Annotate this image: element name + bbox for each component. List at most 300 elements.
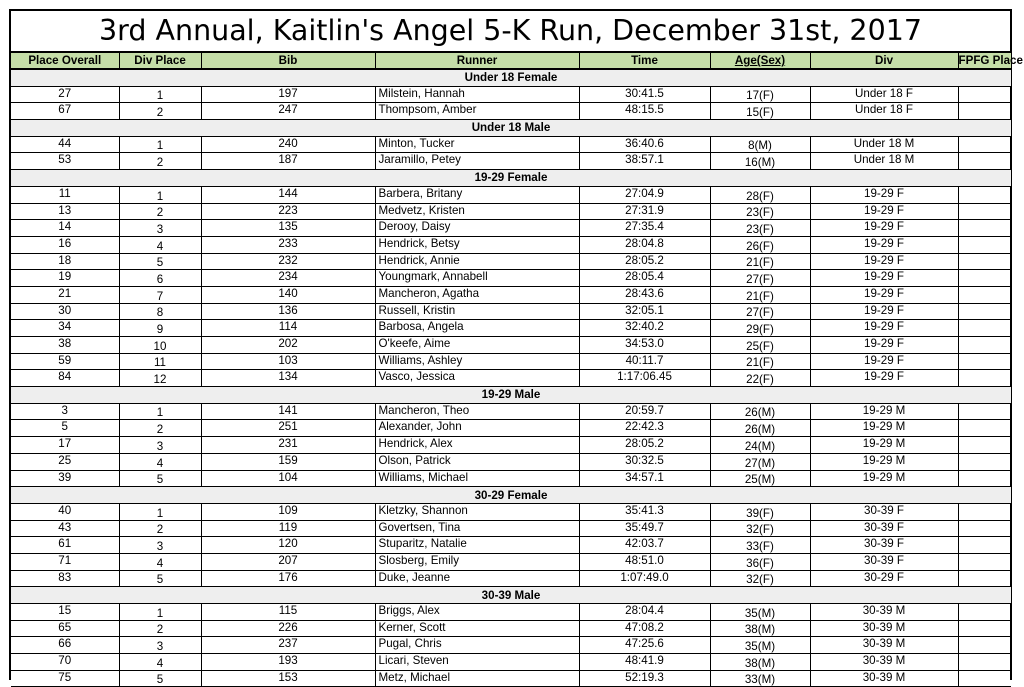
div-cell: 19-29 F [810, 236, 958, 253]
time-cell: 48:51.0 [579, 553, 710, 570]
runner-cell: Barbosa, Angela [375, 320, 579, 337]
table-row [11, 537, 1011, 554]
table-row [11, 203, 1011, 220]
div-cell: 30-39 M [810, 654, 958, 671]
time-cell: 34:53.0 [579, 337, 710, 354]
results-body [11, 69, 1011, 687]
table-row [11, 570, 1011, 587]
age-sex-cell: 29(F) [710, 320, 810, 337]
runner-cell: Briggs, Alex [375, 604, 579, 621]
div-place-cell: 10 [119, 337, 201, 354]
place-overall-cell: 15 [11, 604, 119, 621]
div-cell: 19-29 F [810, 370, 958, 387]
column-header-age-sex [710, 53, 810, 69]
column-header-time: Time [579, 53, 710, 69]
div-cell: Under 18 F [810, 86, 958, 103]
table-row [11, 520, 1011, 537]
fpfg-place-cell [958, 353, 1011, 370]
time-cell: 42:03.7 [579, 537, 710, 554]
bib-cell: 247 [201, 103, 375, 120]
time-cell: 1:07:49.0 [579, 570, 710, 587]
fpfg-place-cell [958, 136, 1011, 153]
runner-cell: Pugal, Chris [375, 637, 579, 654]
div-cell: 30-29 F [810, 570, 958, 587]
div-cell: 30-39 F [810, 553, 958, 570]
runner-cell: Olson, Patrick [375, 453, 579, 470]
div-place-cell: 5 [119, 670, 201, 687]
age-sex-cell: 15(F) [710, 103, 810, 120]
runner-cell: Stuparitz, Natalie [375, 537, 579, 554]
fpfg-place-cell [958, 537, 1011, 554]
fpfg-place-cell [958, 637, 1011, 654]
div-place-cell: 7 [119, 286, 201, 303]
age-sex-cell: 25(M) [710, 470, 810, 487]
division-title: 19-29 Male [11, 387, 1011, 404]
time-cell: 32:40.2 [579, 320, 710, 337]
place-overall-cell: 67 [11, 103, 119, 120]
time-cell: 27:04.9 [579, 186, 710, 203]
div-place-cell: 2 [119, 103, 201, 120]
age-sex-cell: 8(M) [710, 136, 810, 153]
time-cell: 20:59.7 [579, 403, 710, 420]
column-header-age-sex-label: Age(Sex) [734, 54, 786, 67]
div-place-cell: 1 [119, 186, 201, 203]
runner-cell: Milstein, Hannah [375, 86, 579, 103]
div-cell: 30-39 F [810, 520, 958, 537]
bib-cell: 223 [201, 203, 375, 220]
fpfg-place-cell [958, 236, 1011, 253]
time-cell: 35:41.3 [579, 503, 710, 520]
div-place-cell: 2 [119, 153, 201, 170]
bib-cell: 187 [201, 153, 375, 170]
time-cell: 28:05.4 [579, 270, 710, 287]
table-row [11, 437, 1011, 454]
time-cell: 35:49.7 [579, 520, 710, 537]
time-cell: 27:35.4 [579, 220, 710, 237]
div-place-cell: 9 [119, 320, 201, 337]
place-overall-cell: 30 [11, 303, 119, 320]
div-place-cell: 3 [119, 220, 201, 237]
age-sex-cell: 16(M) [710, 153, 810, 170]
age-sex-cell: 32(F) [710, 520, 810, 537]
table-row [11, 470, 1011, 487]
div-cell: 19-29 F [810, 337, 958, 354]
age-sex-cell: 28(F) [710, 186, 810, 203]
runner-cell: Vasco, Jessica [375, 370, 579, 387]
div-cell: Under 18 M [810, 153, 958, 170]
table-row [11, 670, 1011, 687]
time-cell: 30:41.5 [579, 86, 710, 103]
bib-cell: 115 [201, 604, 375, 621]
div-cell: 19-29 F [810, 320, 958, 337]
table-row [11, 553, 1011, 570]
div-place-cell: 12 [119, 370, 201, 387]
div-place-cell: 4 [119, 236, 201, 253]
time-cell: 36:40.6 [579, 136, 710, 153]
runner-cell: Kerner, Scott [375, 620, 579, 637]
bib-cell: 207 [201, 553, 375, 570]
place-overall-cell: 5 [11, 420, 119, 437]
time-cell: 30:32.5 [579, 453, 710, 470]
place-overall-cell: 18 [11, 253, 119, 270]
table-row [11, 353, 1011, 370]
results-table [11, 53, 1023, 687]
bib-cell: 233 [201, 236, 375, 253]
table-row [11, 286, 1011, 303]
div-place-cell: 4 [119, 553, 201, 570]
table-row [11, 403, 1011, 420]
runner-cell: Licari, Steven [375, 654, 579, 671]
place-overall-cell: 14 [11, 220, 119, 237]
runner-cell: Derooy, Daisy [375, 220, 579, 237]
bib-cell: 234 [201, 270, 375, 287]
div-place-cell: 2 [119, 520, 201, 537]
div-cell: 30-39 M [810, 604, 958, 621]
age-sex-cell: 22(F) [710, 370, 810, 387]
fpfg-place-cell [958, 370, 1011, 387]
runner-cell: Williams, Michael [375, 470, 579, 487]
runner-cell: Minton, Tucker [375, 136, 579, 153]
table-row [11, 236, 1011, 253]
bib-cell: 141 [201, 403, 375, 420]
time-cell: 47:08.2 [579, 620, 710, 637]
bib-cell: 197 [201, 86, 375, 103]
time-cell: 48:41.9 [579, 654, 710, 671]
division-header-row [11, 120, 1011, 137]
fpfg-place-cell [958, 670, 1011, 687]
fpfg-place-cell [958, 453, 1011, 470]
place-overall-cell: 61 [11, 537, 119, 554]
div-place-cell: 3 [119, 637, 201, 654]
bib-cell: 159 [201, 453, 375, 470]
div-place-cell: 2 [119, 620, 201, 637]
div-cell: 19-29 F [810, 353, 958, 370]
bib-cell: 134 [201, 370, 375, 387]
runner-cell: Thompsom, Amber [375, 103, 579, 120]
runner-cell: Duke, Jeanne [375, 570, 579, 587]
div-place-cell: 4 [119, 453, 201, 470]
time-cell: 40:11.7 [579, 353, 710, 370]
fpfg-place-cell [958, 103, 1011, 120]
table-row [11, 153, 1011, 170]
place-overall-cell: 53 [11, 153, 119, 170]
fpfg-place-cell [958, 286, 1011, 303]
place-overall-cell: 27 [11, 86, 119, 103]
div-place-cell: 5 [119, 570, 201, 587]
runner-cell: Govertsen, Tina [375, 520, 579, 537]
age-sex-cell: 35(M) [710, 604, 810, 621]
division-header-row [11, 69, 1011, 86]
age-sex-cell: 26(M) [710, 420, 810, 437]
place-overall-cell: 40 [11, 503, 119, 520]
fpfg-place-cell [958, 520, 1011, 537]
fpfg-place-cell [958, 320, 1011, 337]
age-sex-cell: 35(M) [710, 637, 810, 654]
div-cell: 19-29 F [810, 303, 958, 320]
place-overall-cell: 34 [11, 320, 119, 337]
column-header-div: Div [810, 53, 958, 69]
place-overall-cell: 43 [11, 520, 119, 537]
div-cell: 19-29 F [810, 270, 958, 287]
bib-cell: 232 [201, 253, 375, 270]
place-overall-cell: 38 [11, 337, 119, 354]
fpfg-place-cell [958, 437, 1011, 454]
column-header-runner: Runner [375, 53, 579, 69]
table-row [11, 503, 1011, 520]
table-row [11, 654, 1011, 671]
table-row [11, 303, 1011, 320]
table-row [11, 453, 1011, 470]
results-sheet [9, 9, 1023, 687]
bib-cell: 176 [201, 570, 375, 587]
column-header-bib: Bib [201, 53, 375, 69]
bib-cell: 144 [201, 186, 375, 203]
runner-cell: Hendrick, Annie [375, 253, 579, 270]
age-sex-cell: 21(F) [710, 286, 810, 303]
column-header-fpfg-place: FPFG Place [958, 54, 1023, 67]
place-overall-cell: 44 [11, 136, 119, 153]
div-cell: 30-39 M [810, 620, 958, 637]
age-sex-cell: 26(M) [710, 403, 810, 420]
bib-cell: 135 [201, 220, 375, 237]
table-row [11, 186, 1011, 203]
time-cell: 34:57.1 [579, 470, 710, 487]
table-row [11, 420, 1011, 437]
div-place-cell: 5 [119, 470, 201, 487]
time-cell: 52:19.3 [579, 670, 710, 687]
bib-cell: 104 [201, 470, 375, 487]
bib-cell: 251 [201, 420, 375, 437]
table-row [11, 637, 1011, 654]
age-sex-cell: 33(M) [710, 670, 810, 687]
place-overall-cell: 39 [11, 470, 119, 487]
fpfg-place-cell [958, 620, 1011, 637]
time-cell: 48:15.5 [579, 103, 710, 120]
fpfg-place-cell [958, 253, 1011, 270]
fpfg-place-cell [958, 503, 1011, 520]
table-row [11, 86, 1011, 103]
bib-cell: 202 [201, 337, 375, 354]
div-cell: 19-29 M [810, 470, 958, 487]
age-sex-cell: 21(F) [710, 253, 810, 270]
age-sex-cell: 21(F) [710, 353, 810, 370]
runner-cell: Slosberg, Emily [375, 553, 579, 570]
runner-cell: Williams, Ashley [375, 353, 579, 370]
division-title: Under 18 Male [11, 120, 1011, 137]
place-overall-cell: 13 [11, 203, 119, 220]
bib-cell: 240 [201, 136, 375, 153]
div-cell: 19-29 F [810, 286, 958, 303]
fpfg-place-cell [958, 403, 1011, 420]
table-row [11, 136, 1011, 153]
place-overall-cell: 11 [11, 186, 119, 203]
div-cell: 19-29 M [810, 453, 958, 470]
age-sex-cell: 25(F) [710, 337, 810, 354]
age-sex-cell: 27(F) [710, 303, 810, 320]
table-row [11, 103, 1011, 120]
header-row [11, 53, 1011, 69]
runner-cell: Medvetz, Kristen [375, 203, 579, 220]
div-cell: Under 18 M [810, 136, 958, 153]
fpfg-place-cell [958, 186, 1011, 203]
runner-cell: Kletzky, Shannon [375, 503, 579, 520]
place-overall-cell: 75 [11, 670, 119, 687]
bib-cell: 136 [201, 303, 375, 320]
table-row [11, 220, 1011, 237]
place-overall-cell: 21 [11, 286, 119, 303]
bib-cell: 109 [201, 503, 375, 520]
fpfg-place-cell [958, 86, 1011, 103]
bib-cell: 140 [201, 286, 375, 303]
div-cell: 30-39 M [810, 670, 958, 687]
place-overall-cell: 83 [11, 570, 119, 587]
table-row [11, 620, 1011, 637]
runner-cell: Alexander, John [375, 420, 579, 437]
fpfg-place-cell [958, 153, 1011, 170]
fpfg-place-cell [958, 303, 1011, 320]
runner-cell: Barbera, Britany [375, 186, 579, 203]
div-place-cell: 4 [119, 654, 201, 671]
div-cell: 19-29 M [810, 420, 958, 437]
age-sex-cell: 23(F) [710, 220, 810, 237]
bib-cell: 120 [201, 537, 375, 554]
column-header-place-overall: Place Overall [11, 53, 119, 69]
age-sex-cell: 24(M) [710, 437, 810, 454]
division-title: Under 18 Female [11, 69, 1011, 86]
division-header-row [11, 387, 1011, 404]
age-sex-cell: 27(F) [710, 270, 810, 287]
fpfg-place-cell [958, 654, 1011, 671]
age-sex-cell: 17(F) [710, 86, 810, 103]
runner-cell: Hendrick, Betsy [375, 236, 579, 253]
bib-cell: 153 [201, 670, 375, 687]
runner-cell: Metz, Michael [375, 670, 579, 687]
div-place-cell: 1 [119, 604, 201, 621]
runner-cell: Mancheron, Agatha [375, 286, 579, 303]
div-place-cell: 2 [119, 203, 201, 220]
bib-cell: 119 [201, 520, 375, 537]
bib-cell: 193 [201, 654, 375, 671]
div-cell: 19-29 F [810, 186, 958, 203]
fpfg-place-cell [958, 203, 1011, 220]
div-place-cell: 1 [119, 86, 201, 103]
div-place-cell: 3 [119, 537, 201, 554]
div-place-cell: 3 [119, 437, 201, 454]
div-place-cell: 1 [119, 503, 201, 520]
runner-cell: Russell, Kristin [375, 303, 579, 320]
table-row [11, 253, 1011, 270]
table-row [11, 320, 1011, 337]
div-cell: 30-39 M [810, 637, 958, 654]
place-overall-cell: 16 [11, 236, 119, 253]
div-place-cell: 2 [119, 420, 201, 437]
div-place-cell: 8 [119, 303, 201, 320]
table-row [11, 604, 1011, 621]
fpfg-place-cell [958, 553, 1011, 570]
time-cell: 28:04.4 [579, 604, 710, 621]
time-cell: 38:57.1 [579, 153, 710, 170]
division-header-row [11, 170, 1011, 187]
place-overall-cell: 71 [11, 553, 119, 570]
div-place-cell: 1 [119, 136, 201, 153]
place-overall-cell: 65 [11, 620, 119, 637]
bib-cell: 103 [201, 353, 375, 370]
time-cell: 28:04.8 [579, 236, 710, 253]
division-header-row [11, 587, 1011, 604]
fpfg-place-cell [958, 470, 1011, 487]
age-sex-cell: 36(F) [710, 553, 810, 570]
bib-cell: 231 [201, 437, 375, 454]
age-sex-cell: 33(F) [710, 537, 810, 554]
division-title: 30-39 Male [11, 587, 1011, 604]
age-sex-cell: 27(M) [710, 453, 810, 470]
fpfg-place-cell [958, 337, 1011, 354]
fpfg-place-cell [958, 270, 1011, 287]
age-sex-cell: 39(F) [710, 503, 810, 520]
div-place-cell: 5 [119, 253, 201, 270]
div-cell: 19-29 F [810, 220, 958, 237]
table-row [11, 270, 1011, 287]
fpfg-place-cell [958, 420, 1011, 437]
time-cell: 28:05.2 [579, 437, 710, 454]
age-sex-cell: 23(F) [710, 203, 810, 220]
table-row [11, 337, 1011, 354]
div-cell: 19-29 M [810, 437, 958, 454]
div-cell: 19-29 F [810, 203, 958, 220]
place-overall-cell: 17 [11, 437, 119, 454]
runner-cell: Youngmark, Annabell [375, 270, 579, 287]
place-overall-cell: 84 [11, 370, 119, 387]
fpfg-place-cell [958, 220, 1011, 237]
div-cell: Under 18 F [810, 103, 958, 120]
fpfg-place-cell [958, 604, 1011, 621]
div-cell: 30-39 F [810, 503, 958, 520]
place-overall-cell: 70 [11, 654, 119, 671]
time-cell: 28:05.2 [579, 253, 710, 270]
column-header-div-place: Div Place [119, 53, 201, 69]
runner-cell: Mancheron, Theo [375, 403, 579, 420]
age-sex-cell: 38(M) [710, 620, 810, 637]
place-overall-cell: 66 [11, 637, 119, 654]
bib-cell: 114 [201, 320, 375, 337]
div-place-cell: 6 [119, 270, 201, 287]
runner-cell: O'keefe, Aime [375, 337, 579, 354]
div-cell: 30-39 F [810, 537, 958, 554]
div-cell: 19-29 M [810, 403, 958, 420]
division-header-row [11, 487, 1011, 504]
age-sex-cell: 32(F) [710, 570, 810, 587]
div-place-cell: 1 [119, 403, 201, 420]
fpfg-place-cell [958, 570, 1011, 587]
age-sex-cell: 38(M) [710, 654, 810, 671]
runner-cell: Jaramillo, Petey [375, 153, 579, 170]
time-cell: 22:42.3 [579, 420, 710, 437]
division-title: 19-29 Female [11, 170, 1011, 187]
place-overall-cell: 3 [11, 403, 119, 420]
time-cell: 27:31.9 [579, 203, 710, 220]
place-overall-cell: 19 [11, 270, 119, 287]
div-place-cell: 11 [119, 353, 201, 370]
place-overall-cell: 59 [11, 353, 119, 370]
page-title: 3rd Annual, Kaitlin's Angel 5-K Run, December 31st, 2017 [11, 11, 1010, 53]
place-overall-cell: 25 [11, 453, 119, 470]
time-cell: 32:05.1 [579, 303, 710, 320]
runner-cell: Hendrick, Alex [375, 437, 579, 454]
table-row [11, 370, 1011, 387]
time-cell: 47:25.6 [579, 637, 710, 654]
division-title: 30-29 Female [11, 487, 1011, 504]
bib-cell: 237 [201, 637, 375, 654]
